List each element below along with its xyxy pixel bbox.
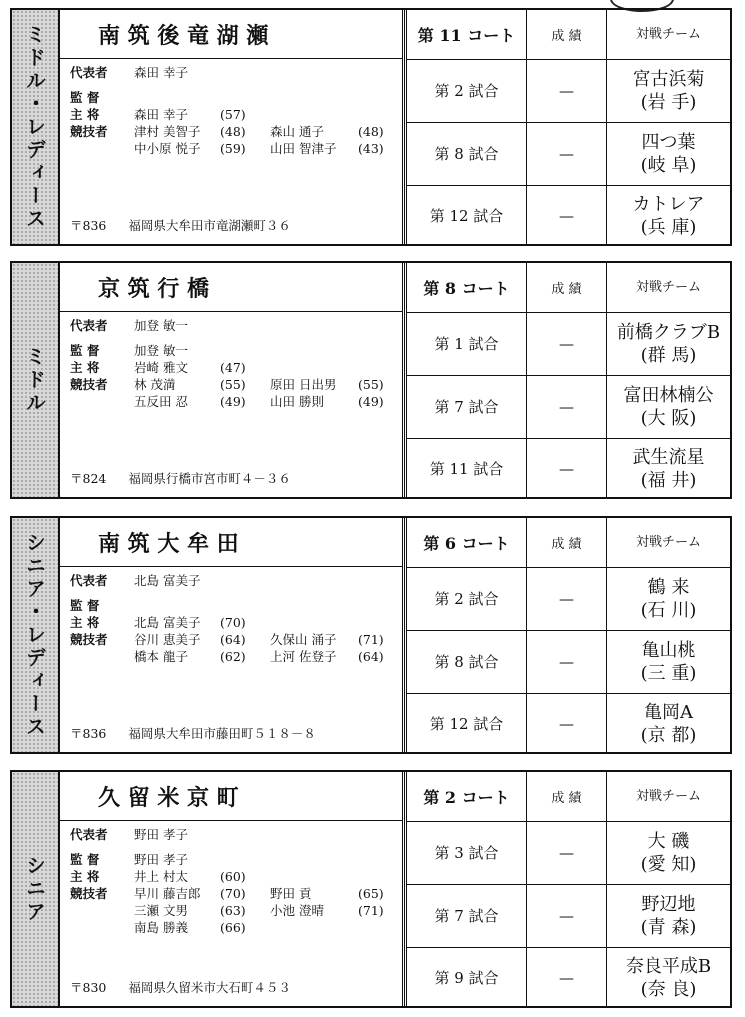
- player-name: 中小原 悦子: [134, 141, 201, 156]
- captain-label: 主 将: [70, 615, 100, 630]
- street-address: 福岡県大牟田市藤田町５１８－８: [128, 726, 316, 741]
- match-number: 第 2 試合: [407, 59, 527, 122]
- captain-name: 森田 幸子: [134, 107, 188, 122]
- captain-label: 主 将: [70, 360, 100, 375]
- player-age: (64): [220, 632, 246, 647]
- player-name: 谷川 恵美子: [134, 632, 201, 647]
- opponent-team: [607, 312, 730, 375]
- opponent-header: 対戦チーム: [635, 789, 701, 804]
- match-result: —: [527, 821, 607, 884]
- player-age: (65): [358, 886, 384, 901]
- match-result: —: [527, 567, 607, 630]
- match-result: —: [527, 438, 607, 499]
- player-age: (63): [220, 903, 246, 918]
- opponent-team: [607, 567, 730, 630]
- schedule-header: [407, 10, 730, 60]
- representative-name: 野田 孝子: [134, 827, 188, 842]
- player-name: 久保山 涌子: [270, 632, 337, 647]
- team-panel: [10, 8, 732, 246]
- player-name: 橋本 龍子: [134, 649, 188, 664]
- match-row: [407, 821, 730, 885]
- match-result: —: [527, 630, 607, 693]
- opponent-header: 対戦チーム: [635, 280, 701, 295]
- team-info: [60, 518, 403, 752]
- captain-label: 主 将: [70, 869, 100, 884]
- opponent-team: [607, 821, 730, 884]
- match-row: [407, 567, 730, 631]
- postal-code: 〒836: [70, 218, 107, 233]
- opponent-team: [607, 438, 730, 499]
- representative-label: 代表者: [70, 827, 108, 842]
- opponent-name: 亀岡A: [644, 701, 693, 723]
- captain-age: (47): [220, 360, 246, 375]
- match-result: —: [527, 693, 607, 754]
- manager-label: 監 督: [70, 343, 100, 358]
- captain-name: 岩崎 雅文: [134, 360, 188, 375]
- team-name-header: [60, 518, 402, 567]
- player-age: (49): [358, 394, 384, 409]
- category-band: [12, 772, 60, 1006]
- team-name-header: [60, 10, 402, 59]
- opponent-prefecture: (群 馬): [640, 344, 697, 366]
- match-result: —: [527, 122, 607, 185]
- match-result: —: [527, 375, 607, 438]
- opponent-name: 武生流星: [632, 446, 705, 468]
- captain-age: (60): [220, 869, 246, 884]
- opponent-name: 大 磯: [647, 830, 690, 852]
- postal-code: 〒836: [70, 726, 107, 741]
- captain-age: (70): [220, 615, 246, 630]
- result-header: 成 績: [527, 263, 607, 312]
- court-number: 第 6 コート: [407, 518, 527, 567]
- opponent-team: [607, 947, 730, 1008]
- opponent-team: [607, 630, 730, 693]
- player-name: 山田 智津子: [270, 141, 337, 156]
- match-result: —: [527, 59, 607, 122]
- player-name: 山田 勝則: [270, 394, 324, 409]
- match-result: —: [527, 947, 607, 1008]
- match-row: [407, 312, 730, 376]
- result-header: 成 績: [527, 772, 607, 821]
- court-number: 第 2 コート: [407, 772, 527, 821]
- team-panel: [10, 261, 732, 499]
- opponent-prefecture: (愛 知): [640, 853, 697, 875]
- player-age: (66): [220, 920, 246, 935]
- match-number: 第 8 試合: [407, 630, 527, 693]
- category-label: ミドル: [22, 345, 47, 415]
- team-info: [60, 10, 403, 244]
- player-age: (71): [358, 903, 384, 918]
- match-number: 第 12 試合: [407, 185, 527, 246]
- team-name: 南 筑 大 牟 田: [98, 530, 239, 557]
- player-age: (55): [220, 377, 246, 392]
- opponent-prefecture: (三 重): [640, 662, 697, 684]
- match-number: 第 7 試合: [407, 375, 527, 438]
- match-result: —: [527, 884, 607, 947]
- street-address: 福岡県大牟田市竜湖瀬町３６: [128, 218, 291, 233]
- player-name: 南島 勝義: [134, 920, 188, 935]
- manager-label: 監 督: [70, 90, 100, 105]
- opponent-name: 鶴 来: [647, 576, 690, 598]
- players-label: 競技者: [70, 377, 108, 392]
- opponent-name: 富田林楠公: [623, 384, 714, 406]
- opponent-team: [607, 884, 730, 947]
- opponent-name: 亀山桃: [641, 639, 696, 661]
- player-age: (49): [220, 394, 246, 409]
- player-age: (71): [358, 632, 384, 647]
- street-address: 福岡県行橋市宮市町４－３６: [128, 471, 291, 486]
- representative-name: 加登 敏一: [134, 318, 188, 333]
- category-label: シニア: [22, 854, 47, 924]
- player-age: (70): [220, 886, 246, 901]
- players-label: 競技者: [70, 632, 108, 647]
- manager-name: 野田 孝子: [134, 852, 188, 867]
- player-age: (59): [220, 141, 246, 156]
- match-row: [407, 438, 730, 499]
- match-row: [407, 630, 730, 694]
- captain-age: (57): [220, 107, 246, 122]
- match-number: 第 3 試合: [407, 821, 527, 884]
- opponent-prefecture: (岩 手): [640, 91, 697, 113]
- players-label: 競技者: [70, 124, 108, 139]
- representative-label: 代表者: [70, 573, 108, 588]
- player-age: (48): [220, 124, 246, 139]
- opponent-prefecture: (石 川): [640, 599, 697, 621]
- opponent-name: 前橋クラブB: [616, 321, 721, 343]
- schedule-header: [407, 263, 730, 313]
- representative-label: 代表者: [70, 318, 108, 333]
- opponent-prefecture: (青 森): [640, 916, 697, 938]
- player-name: 原田 日出男: [270, 377, 337, 392]
- player-name: 早川 藤吉郎: [134, 886, 201, 901]
- match-schedule: [404, 10, 730, 244]
- player-name: 野田 貢: [270, 886, 312, 901]
- postal-code: 〒830: [70, 980, 107, 995]
- opponent-header: 対戦チーム: [635, 535, 701, 550]
- opponent-prefecture: (福 井): [640, 469, 697, 491]
- team-panel: [10, 770, 732, 1008]
- match-number: 第 1 試合: [407, 312, 527, 375]
- opponent-team: [607, 122, 730, 185]
- player-name: 津村 美智子: [134, 124, 201, 139]
- player-age: (55): [358, 377, 384, 392]
- match-schedule: [404, 518, 730, 752]
- category-label: ミドル・レディース: [22, 23, 47, 231]
- opponent-prefecture: (奈 良): [640, 978, 697, 1000]
- representative-label: 代表者: [70, 65, 108, 80]
- representative-name: 森田 幸子: [134, 65, 188, 80]
- opponent-name: カトレア: [632, 193, 705, 215]
- opponent-name: 野辺地: [641, 893, 696, 915]
- team-address: [70, 216, 291, 234]
- match-row: [407, 59, 730, 123]
- match-schedule: [404, 263, 730, 497]
- match-number: 第 11 試合: [407, 438, 527, 499]
- team-name: 南 筑 後 竜 湖 瀬: [98, 22, 269, 49]
- category-label: シニア・レディース: [22, 531, 47, 739]
- representative-name: 北島 富美子: [134, 573, 201, 588]
- players-label: 競技者: [70, 886, 108, 901]
- match-result: —: [527, 312, 607, 375]
- match-row: [407, 884, 730, 948]
- match-row: [407, 693, 730, 754]
- player-name: 森山 通子: [270, 124, 324, 139]
- manager-name: 加登 敏一: [134, 343, 188, 358]
- opponent-name: 四つ葉: [641, 131, 696, 153]
- team-name-header: [60, 772, 402, 821]
- team-panel: [10, 516, 732, 754]
- match-row: [407, 947, 730, 1008]
- match-row: [407, 375, 730, 439]
- captain-label: 主 将: [70, 107, 100, 122]
- court-number: 第 8 コート: [407, 263, 527, 312]
- team-info: [60, 772, 403, 1006]
- captain-name: 井上 村太: [134, 869, 188, 884]
- match-number: 第 2 試合: [407, 567, 527, 630]
- schedule-header: [407, 772, 730, 822]
- match-row: [407, 185, 730, 246]
- postal-code: 〒824: [70, 471, 107, 486]
- manager-label: 監 督: [70, 852, 100, 867]
- player-name: 林 茂満: [134, 377, 176, 392]
- opponent-header: 対戦チーム: [635, 27, 701, 42]
- opponent-name: 奈良平成B: [625, 955, 712, 977]
- player-age: (43): [358, 141, 384, 156]
- opponent-team: [607, 185, 730, 246]
- team-name: 久 留 米 京 町: [98, 784, 239, 811]
- opponent-prefecture: (岐 阜): [640, 154, 697, 176]
- opponent-name: 宮古浜菊: [632, 68, 705, 90]
- match-number: 第 9 試合: [407, 947, 527, 1008]
- category-band: [12, 10, 60, 244]
- team-info: [60, 263, 403, 497]
- player-name: 小池 澄晴: [270, 903, 324, 918]
- category-band: [12, 518, 60, 752]
- category-band: [12, 263, 60, 497]
- match-number: 第 12 試合: [407, 693, 527, 754]
- result-header: 成 績: [527, 10, 607, 59]
- player-name: 上河 佐登子: [270, 649, 337, 664]
- match-schedule: [404, 772, 730, 1006]
- match-number: 第 7 試合: [407, 884, 527, 947]
- street-address: 福岡県久留米市大石町４５３: [128, 980, 291, 995]
- opponent-prefecture: (兵 庫): [640, 216, 697, 238]
- team-address: [70, 724, 316, 742]
- match-row: [407, 122, 730, 186]
- player-name: 五反田 忍: [134, 394, 188, 409]
- player-age: (48): [358, 124, 384, 139]
- team-address: [70, 469, 291, 487]
- player-name: 三瀬 文男: [134, 903, 188, 918]
- player-age: (64): [358, 649, 384, 664]
- opponent-prefecture: (大 阪): [640, 407, 697, 429]
- team-name-header: [60, 263, 402, 312]
- opponent-prefecture: (京 都): [640, 724, 697, 746]
- opponent-team: [607, 693, 730, 754]
- team-name: 京 筑 行 橋: [98, 275, 209, 302]
- manager-label: 監 督: [70, 598, 100, 613]
- opponent-team: [607, 375, 730, 438]
- captain-name: 北島 富美子: [134, 615, 201, 630]
- player-age: (62): [220, 649, 246, 664]
- court-number: 第 11 コート: [407, 10, 527, 59]
- result-header: 成 績: [527, 518, 607, 567]
- schedule-header: [407, 518, 730, 568]
- team-address: [70, 978, 291, 996]
- match-result: —: [527, 185, 607, 246]
- match-number: 第 8 試合: [407, 122, 527, 185]
- opponent-team: [607, 59, 730, 122]
